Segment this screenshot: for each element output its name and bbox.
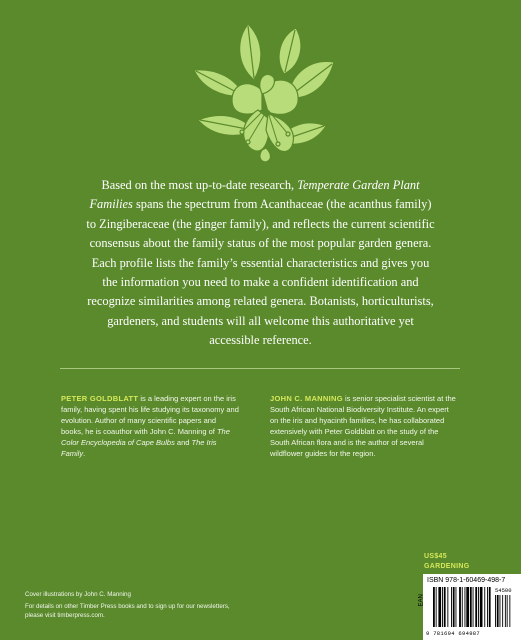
publisher-info: For details on other Timber Press books and to sign up for our newsletters, please visit timberpress.com. <box>25 602 230 619</box>
author-bio-text: is senior specialist scientist at the South African National Biodiversity Institute. An expert on the iris and hyacinth families, he has collaborated extensively with Peter Goldblatt on the study of the South African flora and is the author of several wildflower guides for the region. <box>270 394 456 458</box>
isbn: ISBN 978-1-60469-498-7 <box>427 577 506 584</box>
book-reference: The Color Encyclopedia of Cape Bulbs <box>61 427 230 447</box>
author-name: JOHN C. MANNING <box>270 394 343 403</box>
illustration-credit: Cover illustrations by John C. Manning <box>25 591 131 598</box>
author-bio-text: is a leading expert on the iris family, having spent his life studying its taxonomy and evolution. Author of many scientific papers and books, he is coauthor with John C. Manning of <box>61 394 239 436</box>
book-description <box>84 176 437 351</box>
bio-connector: and <box>176 438 190 447</box>
author-name: PETER GOLDBLATT <box>61 394 139 403</box>
price: US$45 <box>424 553 447 560</box>
section-divider <box>60 368 460 369</box>
author-bio-goldblatt <box>61 393 239 459</box>
barcode <box>418 574 521 640</box>
bio-end: . <box>83 449 86 458</box>
flower-leaves-illustration-icon <box>188 18 336 164</box>
description-intro: Based on the most up-to-date research, <box>101 178 295 192</box>
barcode-digits: 9 781604 694987 <box>426 630 481 637</box>
category: GARDENING <box>424 563 470 570</box>
book-title: Temperate Garden Plant Families <box>89 178 420 212</box>
price-block <box>424 552 504 572</box>
credits <box>25 591 235 623</box>
ean-label: EAN <box>418 594 425 607</box>
author-bio-manning <box>270 393 456 459</box>
description-body: spans the spectrum from Acanthaceae (the acanthus family) to Zingiberaceae (the ginger family), and reflects the current scientific consensus about the family status of the most popular garden genera. Each profile lists the family’s essential characteristics and gives you the information you need to make a confident identification and recognize similarities among related genera. Botanists, horticulturists, gardeners, and students will all welcome this authoritative yet accessible reference. <box>86 197 435 348</box>
barcode-addon-digits: 54500 <box>495 587 512 594</box>
book-reference: The Iris Family <box>61 438 217 458</box>
